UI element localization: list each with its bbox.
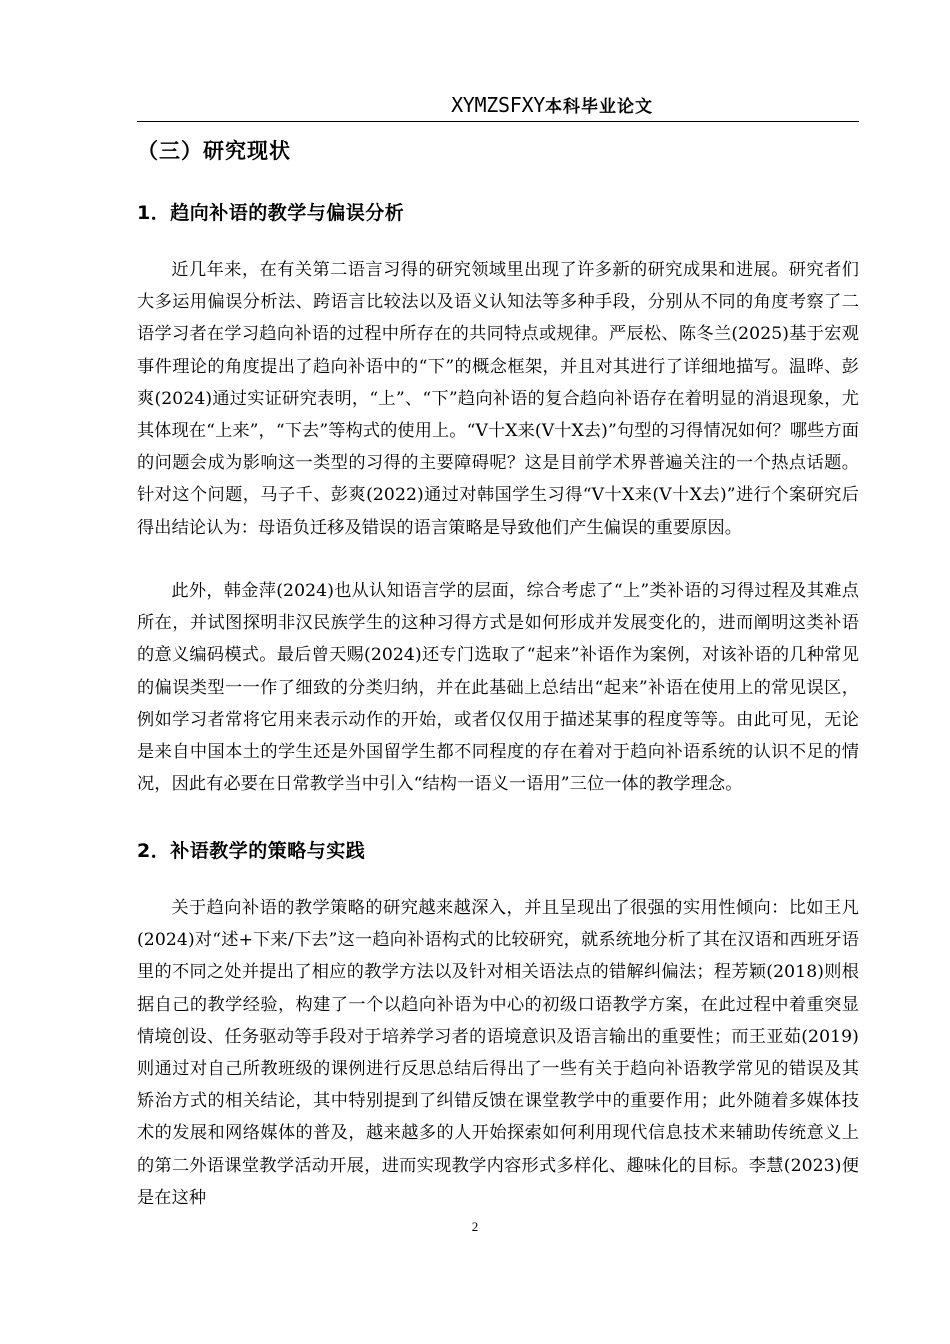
paragraph: 近几年来，在有关第二语言习得的研究领域里出现了许多新的研究成果和进展。研究者们大多运用偏误分析法、跨语言比较法以及语义认知法等多种手段，分别从不同的角度考察了二语学习者在学习趋向补语的过程中所存在的共同特点或规律。严辰松、陈冬兰(2025)基于宏观事件理论的角度提出了趋向补语中的“下”的概念框架，并且对其进行了详细地描写。温晔、彭爽(2024)通过实证研究表明，“上”、“下”趋向补语的复合趋向补语存在着明显的消退现象，尤其体现在“上来”，“下去”等构式的使用上。“V十X来(V十X去)”句型的习得情况如何？哪些方面的问题会成为影响这一类型的习得的主要障碍呢？这是目前学术界普遍关注的一个热点话题。针对这个问题，马子千、彭爽(2022)通过对韩国学生习得“V十X来(V十X去)”进行个案研究后得出结论认为：母语负迁移及错误的语言策略是导致他们产生偏误的重要原因。 xyxy=(137,260,859,538)
header-code: XYMZSFXY xyxy=(451,93,545,117)
subsection-heading-1: 1．趋向补语的教学与偏误分析 xyxy=(137,202,405,224)
page-header xyxy=(137,90,859,122)
header-text xyxy=(451,90,653,122)
subsection-heading-2: 2．补语教学的策略与实践 xyxy=(137,840,366,862)
header-title: 本科毕业论文 xyxy=(545,97,653,117)
section-title: （三）研究现状 xyxy=(137,139,291,163)
paragraph: 关于趋向补语的教学策略的研究越来越深入，并且呈现出了很强的实用性倾向：比如王凡(2024)对“述+下来/下去”这一趋向补语构式的比较研究，就系统地分析了其在汉语和西班牙语里的不同之处并提出了相应的教学方法以及针对相关语法点的错解纠偏法；程芳颖(2018)则根据自己的教学经验，构建了一个以趋向补语为中心的初级口语教学方案，在此过程中着重突显情境创设、任务驱动等手段对于培养学习者的语境意识及语言输出的重要性；而王亚茹(2019)则通过对自己所教班级的课例进行反思总结后得出了一些有关于趋向补语教学常见的错误及其矫治方式的相关结论，其中特别提到了纠错反馈在课堂教学中的重要作用；此外随着多媒体技术的发展和网络媒体的普及，越来越多的人开始探索如何利用现代信息技术来辅助传统意义上的第二外语课堂教学活动开展，进而实现教学内容形式多样化、趣味化的目标。李慧(2023)便是在这种 xyxy=(137,898,859,1208)
page-number: 2 xyxy=(471,1219,479,1234)
paragraph: 此外，韩金萍(2024)也从认知语言学的层面，综合考虑了“上”类补语的习得过程及其难点所在，并试图探明非汉民族学生的这种习得方式是如何形成并发展变化的，进而阐明这类补语的意义编码模式。最后曾天赐(2024)还专门选取了“起来”补语作为案例，对该补语的几种常见的偏误类型一一作了细致的分类归纳，并在此基础上总结出“起来”补语在使用上的常见误区，例如学习者常将它用来表示动作的开始，或者仅仅用于描述某事的程度等等。由此可见，无论是来自中国本土的学生还是外国留学生都不同程度的存在着对于趋向补语系统的认识不足的情况，因此有必要在日常教学当中引入“结构一语义一语用”三位一体的教学理念。 xyxy=(137,581,859,795)
